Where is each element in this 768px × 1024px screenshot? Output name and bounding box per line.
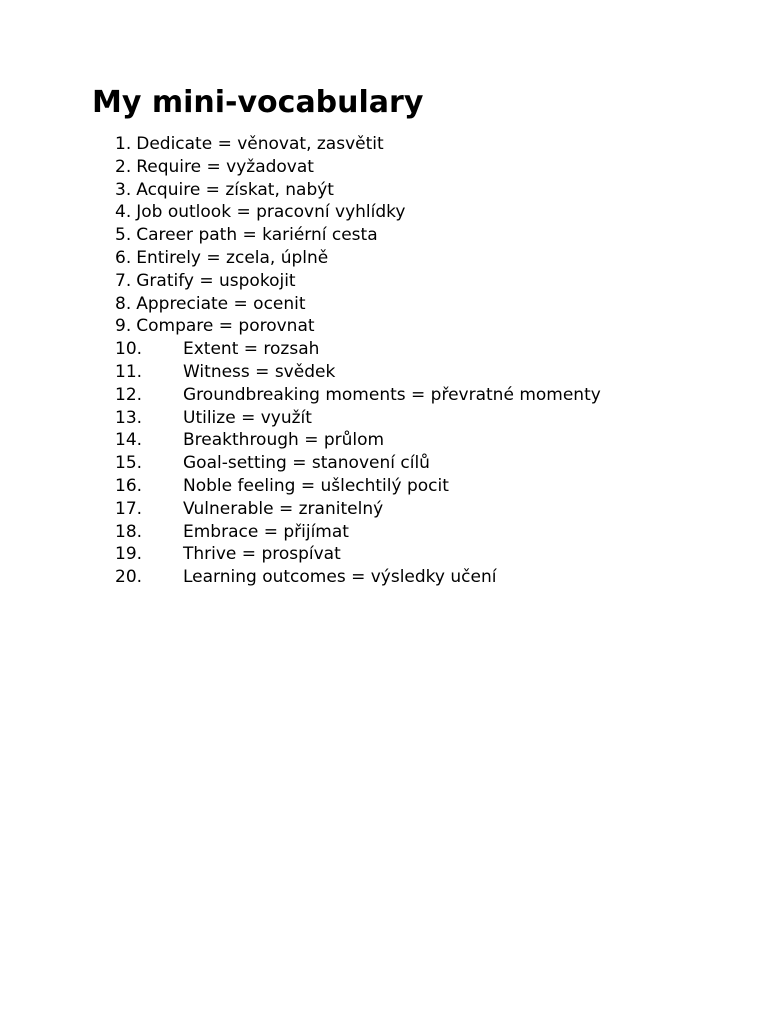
list-item (115, 384, 601, 407)
list-item (115, 201, 601, 224)
item-number: 1. (115, 134, 132, 154)
item-text: Career path = kariérní cesta (136, 225, 378, 246)
list-item (115, 270, 601, 293)
item-text: Extent = rozsah (183, 339, 320, 360)
item-text: Witness = svědek (183, 361, 336, 382)
item-number: 4. (115, 202, 132, 223)
item-number: 16. (115, 475, 143, 496)
item-text: Vulnerable = zranitelný (183, 498, 384, 519)
list-item (115, 179, 601, 202)
list-item (115, 475, 601, 498)
item-text: Gratify = uspokojit (136, 270, 296, 291)
item-text: Entirely = zcela, úplně (136, 247, 329, 268)
item-text: Require = vyžadovat (136, 156, 314, 177)
item-text: Noble feeling = ušlechtilý pocit (183, 475, 449, 496)
list-item (115, 156, 601, 179)
list-item (115, 543, 601, 566)
item-number: 13. (115, 407, 143, 428)
item-number: 17. (115, 498, 143, 519)
item-number: 7. (115, 270, 132, 291)
item-number: 2. (115, 156, 132, 177)
item-number: 12. (115, 384, 143, 405)
item-text: Utilize = využít (183, 407, 312, 428)
list-item (115, 315, 601, 338)
list-item (115, 224, 601, 247)
item-number: 11. (115, 361, 143, 382)
item-number: 19. (115, 544, 143, 565)
item-number: 18. (115, 521, 143, 542)
item-text: Acquire = získat, nabýt (136, 179, 334, 200)
item-text: Appreciate = ocenit (136, 293, 306, 314)
item-number: 9. (115, 316, 132, 337)
item-text: Breakthrough = průlom (183, 430, 385, 451)
list-item (115, 566, 601, 589)
item-text: Embrace = přijímat (183, 521, 349, 542)
item-number: 15. (115, 453, 143, 474)
item-text: Compare = porovnat (136, 316, 315, 337)
item-text: Learning outcomes = výsledky učení (183, 567, 497, 588)
item-number: 20. (115, 567, 143, 588)
list-item (115, 498, 601, 521)
item-text: Thrive = prospívat (183, 544, 341, 565)
list-item (115, 361, 601, 384)
item-number: 6. (115, 247, 132, 268)
list-item (115, 407, 601, 430)
item-number: 5. (115, 225, 132, 246)
page-title: My mini-vocabulary (92, 85, 424, 120)
list-item (115, 521, 601, 544)
list-item (115, 429, 601, 452)
item-number: 10. (115, 339, 143, 360)
vocabulary-list (115, 133, 601, 589)
item-number: 8. (115, 293, 132, 314)
list-item (115, 133, 601, 156)
item-text: Dedicate = věnovat, zasvětit (136, 134, 384, 154)
item-text: Groundbreaking moments = převratné momenty (183, 384, 601, 405)
list-item (115, 293, 601, 316)
item-number: 14. (115, 430, 143, 451)
item-text: Goal-setting = stanovení cílů (183, 453, 430, 474)
list-item (115, 452, 601, 475)
list-item (115, 247, 601, 270)
item-number: 3. (115, 179, 132, 200)
item-text: Job outlook = pracovní vyhlídky (136, 202, 406, 223)
list-item (115, 338, 601, 361)
